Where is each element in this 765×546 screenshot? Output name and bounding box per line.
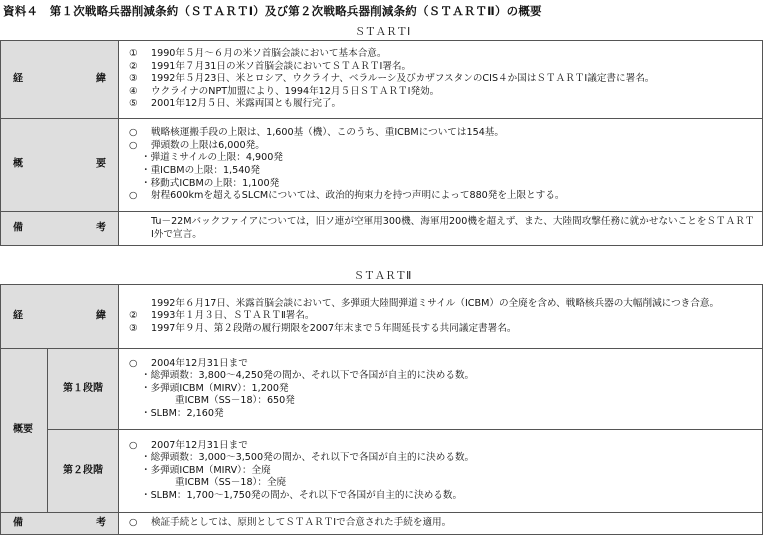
start1-table	[0, 40, 763, 246]
list-item: 重ICBM（SS－18）：全廃	[175, 477, 287, 489]
list-item: ○ 弾頭数の上限は6,000発。	[129, 139, 265, 151]
list-item: ・弾道ミサイルの上限：4,900発	[141, 152, 283, 164]
history-label: 経 緯	[1, 285, 119, 349]
phase1-content	[119, 349, 763, 430]
start2-title: ＳＴＡＲＴⅡ	[353, 270, 412, 282]
list-item: ③ 1992年５月23日、米とロシア、ウクライナ、ベラルーシ及びカザフスタンのCIS４か国はＳＴＡＲＴⅠ議定書に署名。	[129, 73, 655, 85]
remarks-label: 備 考	[1, 513, 119, 535]
list-item: ② 1991年７月31日の米ソ首脳会談においてＳＴＡＲＴⅠ署名。	[129, 60, 412, 72]
list-item: ・移動式ICBMの上限：1,100発	[141, 177, 280, 189]
page-title: 資料４ 第１次戦略兵器削減条約（ＳＴＡＲＴⅠ）及び第２次戦略兵器削減条約（ＳＴＡＲＴⅡ）の概要	[3, 4, 542, 18]
start1-overview-row	[1, 119, 763, 212]
list-item: ○ 2004年12月31日まで	[129, 357, 248, 369]
list-item: Tu－22Mバックファイアについては，旧ソ連が空軍用300機、海軍用200機を超えず、また、大陸間攻撃任務に就かせないことをＳＴＡＲＴⅠ外で宣言。	[151, 215, 755, 240]
list-item: ・多弾頭ICBM（MIRV）：1,200発	[141, 382, 289, 394]
list-item: ○ 射程600kmを超えるSLCMについては、政治的拘束力を持つ声明によって880発を上限とする。	[129, 190, 565, 202]
list-item: ② 1993年１月３日、ＳＴＡＲＴⅡ署名。	[129, 310, 315, 322]
history-content	[119, 41, 763, 119]
list-item: ○ 検証手続としては、原則としてＳＴＡＲＴⅠで合意された手続を適用。	[129, 517, 452, 529]
phase2-label: 第２段階	[48, 430, 119, 513]
phase2-content	[119, 430, 763, 513]
list-item: ○ 2007年12月31日まで	[129, 439, 248, 451]
list-item: ・総弾頭数：3,800～4,250発の間か、それ以下で各国が自主的に決める数。	[141, 370, 475, 382]
history-label: 経 緯	[1, 41, 119, 119]
start1-remarks-row	[1, 212, 763, 246]
list-item: ・多弾頭ICBM（MIRV）：全廃	[141, 464, 271, 476]
list-item: ・SLBM：1,700～1,750発の間か、それ以下で各国が自主的に決める数。	[141, 489, 463, 501]
list-item: 1992年６月17日、米露首脳会談において、多弾頭大陸間弾道ミサイル（ICBM）の全廃を含め、戦略核兵器の大幅削減につき合意。	[151, 297, 720, 309]
remarks-content	[119, 212, 763, 246]
phase1-label: 第１段階	[48, 349, 119, 430]
list-item: ③ 1997年９月、第２段階の履行期限を2007年末まで５年間延長する共同議定書署名。	[129, 322, 517, 334]
list-item: ○ 戦略核運搬手段の上限は、1,600基（機）、このうち、重ICBMについては154基。	[129, 127, 504, 139]
remarks-content	[119, 513, 763, 535]
start2-remarks-row	[1, 513, 763, 535]
history-content	[119, 285, 763, 349]
list-item: ④ ウクライナのNPT加盟により、1994年12月５日ＳＴＡＲＴⅠ発効。	[129, 85, 440, 97]
overview-content	[119, 119, 763, 212]
start2-phase1-row	[1, 349, 763, 430]
list-item: ① 1990年５月～６月の米ソ首脳会談において基本合意。	[129, 48, 387, 60]
start1-history-row	[1, 41, 763, 119]
list-item: ・重ICBMの上限：1,540発	[141, 165, 261, 176]
list-item: ⑤ 2001年12月５日、米露両国とも履行完了。	[129, 98, 342, 110]
list-item: 重ICBM（SS－18）：650発	[175, 395, 295, 407]
start1-title: ＳＴＡＲＴⅠ	[354, 26, 411, 38]
list-item: ・総弾頭数：3,000～3,500発の間か、それ以下で各国が自主的に決める数。	[141, 452, 475, 464]
overview-label: 概要	[1, 349, 48, 513]
start2-table	[0, 284, 763, 535]
list-item: ・SLBM：2,160発	[141, 407, 224, 419]
remarks-label: 備 考	[1, 212, 119, 246]
start2-phase2-row	[1, 430, 763, 513]
start2-history-row	[1, 285, 763, 349]
overview-label: 概 要	[1, 119, 119, 212]
